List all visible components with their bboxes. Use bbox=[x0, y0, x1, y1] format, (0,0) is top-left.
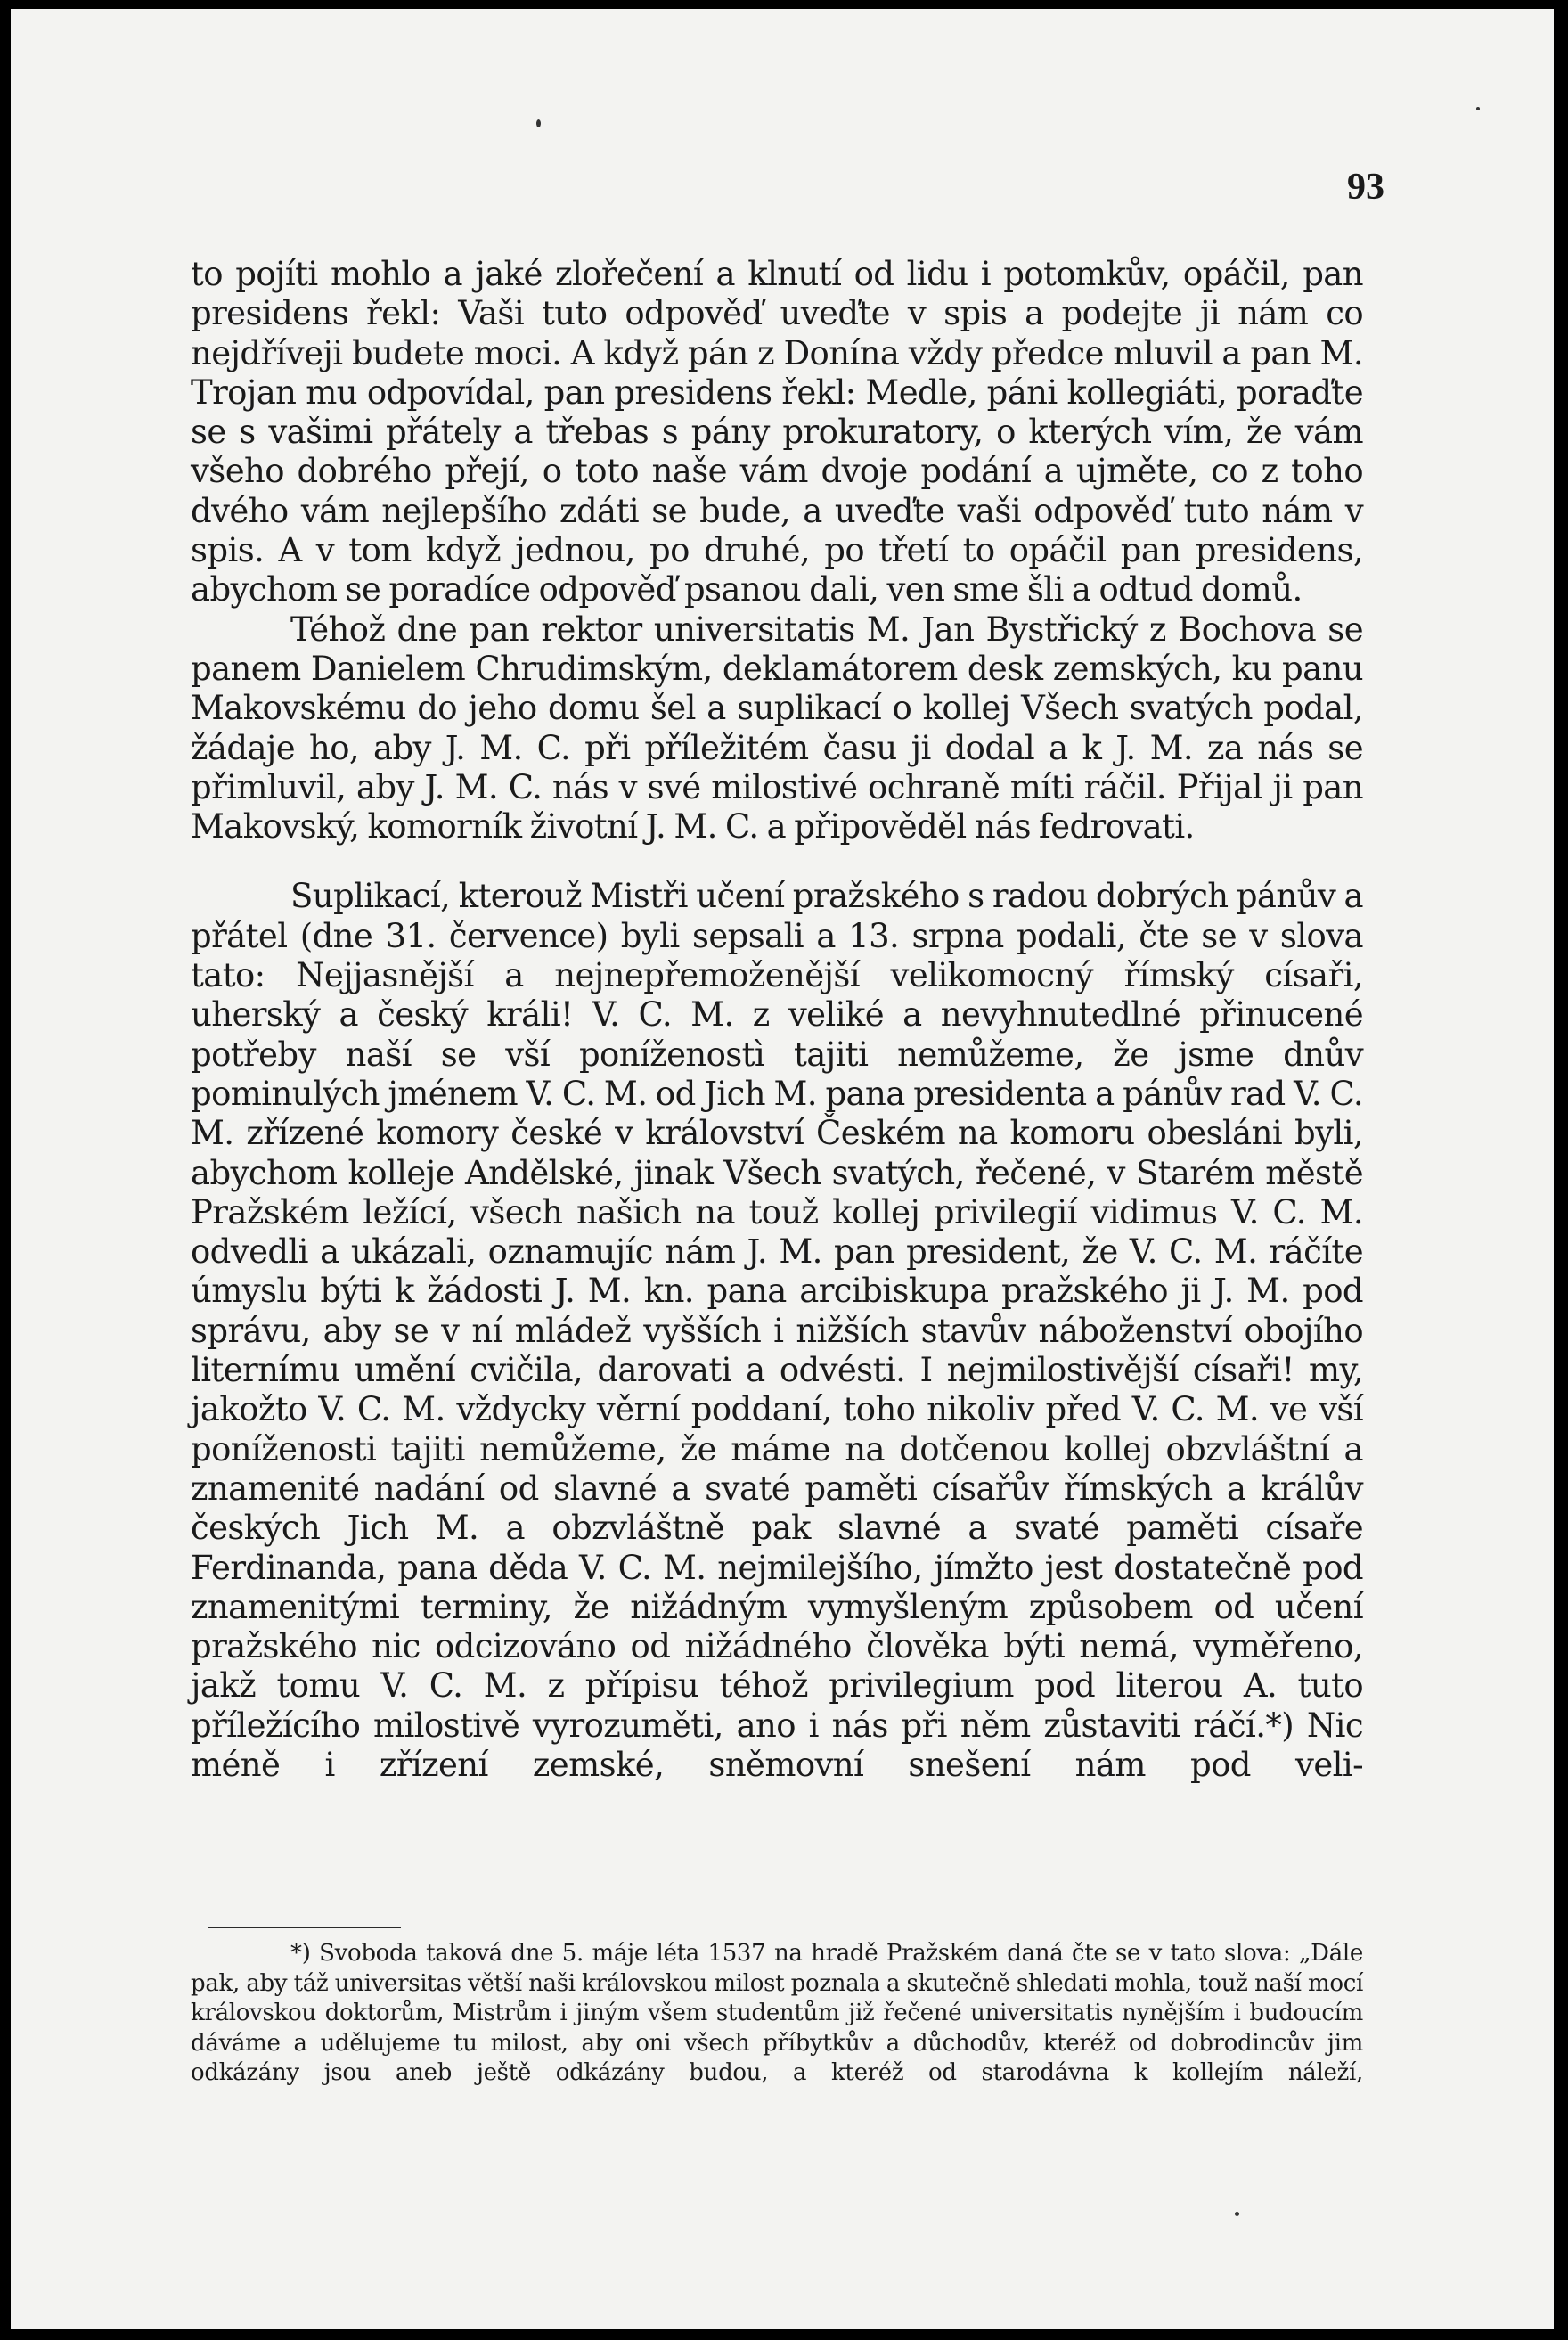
print-speck bbox=[1476, 107, 1480, 110]
paragraph-3: Suplikací, kterouž Mistři učení pražského s radou dobrých pánův a přátel (dne 31. července) byli sepsali a 13. srpna podali, čte se v slova tato: Nejjasnější a nejnepřemoženější velikomocný římský císaři, uherský a český králi! V. C. M. z veliké a nevyhnutedlné přinucené potřeby naší se vší poníženostì tajiti nemůžeme, že jsme dnův pominulých jménem V. C. M. od Jich M. pana presidenta a pánův rad V. C. M. zřízené komory české v království Českém na komoru obesláni byli, abychom kolleje Andělské, jinak Všech svatých, řečené, v Starém městě Pražském ležící, všech našich na touž kollej privilegií vidimus V. C. M. odvedli a ukázali, oznamujíc nám J. M. pan president, že V. C. M. ráčíte úmyslu býti k žádosti J. M. kn. pana arcibiskupa pražského ji J. M. pod správu, aby se v ní mládež vyšších i nižších stavův náboženství obojího liternímu umění cvičila, darovati a odvésti. I nejmilostivější císaři! my, jakožto V. C. M. vždycky věrní poddaní, toho nikoliv před V. C. M. ve vší poníženosti tajiti nemůžeme, že máme na dotčenou kollej obzvláštní a znamenité nadání od slavné a svaté paměti císařův římských a králův českých Jich M. a obzvláštně pak slavné a svaté paměti císaře Ferdinanda, pana děda V. C. M. nejmilejšího, jímžto jest dostatečně pod znamenitými terminy, že nižádným vymyšleným způsobem od učení pražského nic odcizováno od nižádného člověka býti nemá, vyměřeno, jakž tomu V. C. M. z přípisu téhož privilegium pod literou A. tuto příležícího milostivě vyrozuměti, ano i nás při něm zůstaviti ráčí.*) Nic méně i zřízení zemské, sněmovní snešení nám pod veli- bbox=[191, 877, 1363, 1784]
print-speck bbox=[1235, 2212, 1239, 2216]
footnotes bbox=[191, 1939, 1363, 2089]
book-page bbox=[11, 9, 1554, 2329]
paragraph-2: Téhož dne pan rektor universitatis M. Jan Bystřický z Bochova se panem Danielem Chrudimským, deklamátorem desk zemských, ku panu Makovskému do jeho domu šel a suplikací o kollej Všech svatých podal, žádaje ho, aby J. M. C. při příležitém času ji dodal a k J. M. za nás se přimluvil, aby J. M. C. nás v své milostivé ochraně míti ráčil. Přijal ji pan Makovský, komorník životní J. M. C. a připověděl nás fedrovati. bbox=[191, 610, 1363, 847]
page-number: 93 bbox=[1347, 167, 1384, 208]
paragraph-1: to pojíti mohlo a jaké zlořečení a klnutí od lidu i potomkův, opáčil, pan presidens řekl: Vaši tuto odpověď uveďte v spis a podejte ji nám co nejdříveji budete moci. A když pán z Donína vždy předce mluvil a pan M. Trojan mu odpovídal, pan presidens řekl: Medle, páni kollegiáti, poraďte se s vašimi přátely a třebas s pány prokuratory, o kterých vím, že vám všeho dobrého přejí, o toto naše vám dvoje podání a ujměte, co z toho dvého vám nejlepšího zdáti se bude, a uveďte vaši odpověď tuto nám v spis. A v tom když jednou, po druhé, po třetí to opáčil pan presidens, abychom se poradíce odpověď psanou dali, ven sme šli a odtud domů. bbox=[191, 255, 1363, 610]
section-gap bbox=[191, 847, 1363, 877]
body-text bbox=[191, 255, 1363, 1785]
footnote-rule bbox=[208, 1927, 401, 1928]
footnote: *) Svoboda taková dne 5. máje léta 1537 na hradě Pražském daná čte se v tato slova: „Dále pak, aby táž universitas větší naši královskou milost poznala a skutečně shledati mohla, touž naší mocí královskou doktorům, Mistrům i jiným všem studentům již řečené universitatis nynějším i budoucím dáváme a udělujeme tu milost, aby oni všech příbytkův a důchodův, kteréž od dobrodincův jim odkázány jsou aneb ještě odkázány budou, a kteréž od starodávna k kollejím náleží, bbox=[191, 1940, 1363, 2086]
print-speck bbox=[536, 119, 541, 127]
